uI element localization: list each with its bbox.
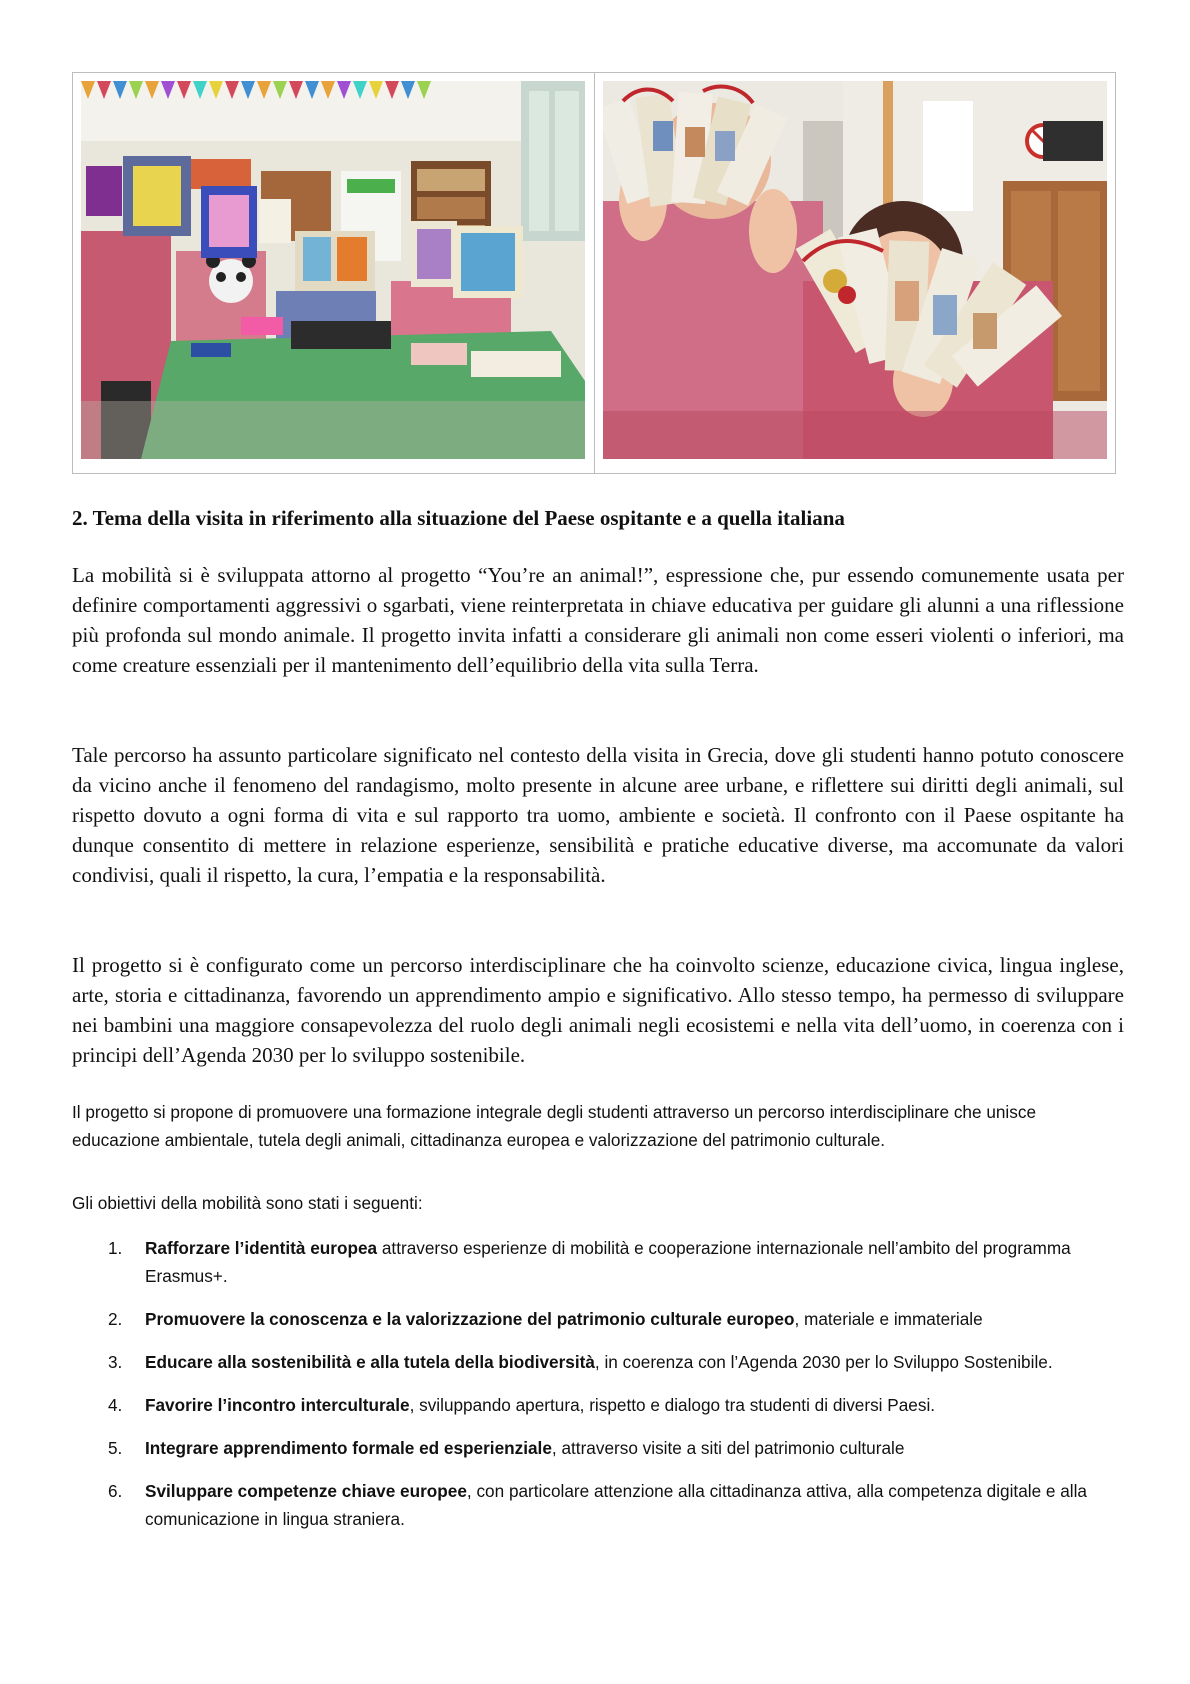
list-item-text: , materiale e immateriale [794, 1309, 983, 1329]
objectives-list [72, 1234, 1124, 1548]
list-item-text: attraverso esperienze di mobilità e cooperazione internazionale nell’ambito del programma Erasmus+. [145, 1238, 1071, 1286]
list-item-number: 1. [108, 1238, 123, 1258]
list-item [72, 1434, 1124, 1462]
bookmarks-photo [603, 81, 1107, 459]
photo-table [72, 72, 1116, 474]
section-heading: 2. Tema della visita in riferimento alla situazione del Paese ospitante e a quella italiana [72, 506, 845, 530]
list-item-number: 5. [108, 1438, 123, 1458]
list-item-number: 2. [108, 1309, 123, 1329]
list-item [72, 1305, 1124, 1333]
paragraph-interdisciplinary: Il progetto si è configurato come un percorso interdisciplinare che ha coinvolto scienze, educazione civica, lingua inglese, arte, storia e cittadinanza, favorendo un apprendimento ampio e significativo. Allo stesso tempo, ha permesso di sviluppare nei bambini una maggiore consapevolezza del ruolo degli animali negli ecosistemi e nella vita dell’uomo, in coerenza con i principi dell’Agenda 2030 per lo sviluppo sostenibile. [72, 953, 1124, 1067]
list-item-title: Rafforzare l’identità europea [145, 1238, 378, 1258]
list-item-title: Sviluppare competenze chiave europee [145, 1481, 467, 1501]
list-item-title: Educare alla sostenibilità e alla tutela della biodiversità [145, 1352, 595, 1372]
list-item-number: 6. [108, 1481, 123, 1501]
objectives-intro: Gli obiettivi della mobilità sono stati i seguenti: [72, 1193, 423, 1213]
list-item-text: , sviluppando apertura, rispetto e dialogo tra studenti di diversi Paesi. [409, 1395, 936, 1415]
list-item [72, 1477, 1124, 1533]
list-item-number: 3. [108, 1352, 123, 1372]
paragraph-greece-context: Tale percorso ha assunto particolare significato nel contesto della visita in Grecia, dove gli studenti hanno potuto conoscere da vicino anche il fenomeno del randagismo, molto presente in alcune aree urbane, e riflettere sui diritti degli animali, sul rispetto dovuto a ogni forma di vita e sul rapporto tra uomo, ambiente e società. Il confronto con il Paese ospitante ha dunque consentito di mettere in relazione esperienze, sensibilità e pratiche educative diverse, ma accomunate da valori condivisi, quali il rispetto, la cura, l’empatia e la responsabilità. [72, 743, 1124, 887]
list-item [72, 1391, 1124, 1419]
paragraph-project-intro: La mobilità si è sviluppata attorno al progetto “You’re an animal!”, espressione che, pur essendo comunemente usata per definire comportamenti aggressivi o sgarbati, viene reinterpretata in chiave educativa per guidare gli alunni a una riflessione più profonda sul mondo animale. Il progetto invita infatti a considerare gli animali non come esseri violenti o inferiori, ma come creature essenziali per il mantenimento dell’equilibrio della vita sulla Terra. [72, 563, 1124, 677]
list-item-number: 4. [108, 1395, 123, 1415]
list-item-text: , attraverso visite a siti del patrimonio culturale [551, 1438, 905, 1458]
photo-table-divider [594, 73, 595, 473]
list-item-text: , in coerenza con l’Agenda 2030 per lo Sviluppo Sostenibile. [594, 1352, 1053, 1372]
list-item-text: , con particolare attenzione alla cittadinanza attiva, alla competenza digitale e alla comunicazione in lingua straniera. [145, 1481, 1087, 1529]
list-item-title: Promuovere la conoscenza e la valorizzazione del patrimonio culturale europeo [145, 1309, 795, 1329]
list-item [72, 1348, 1124, 1376]
classroom-artwork-photo [81, 81, 585, 459]
list-item-title: Integrare apprendimento formale ed esperienziale [145, 1438, 552, 1458]
list-item [72, 1234, 1124, 1290]
list-item-title: Favorire l’incontro interculturale [145, 1395, 410, 1415]
paragraph-project-aims: Il progetto si propone di promuovere una formazione integrale degli studenti attraverso un percorso interdisciplinare che unisce educazione ambientale, tutela degli animali, cittadinanza europea e valorizzazione del patrimonio culturale. [72, 1102, 1037, 1150]
